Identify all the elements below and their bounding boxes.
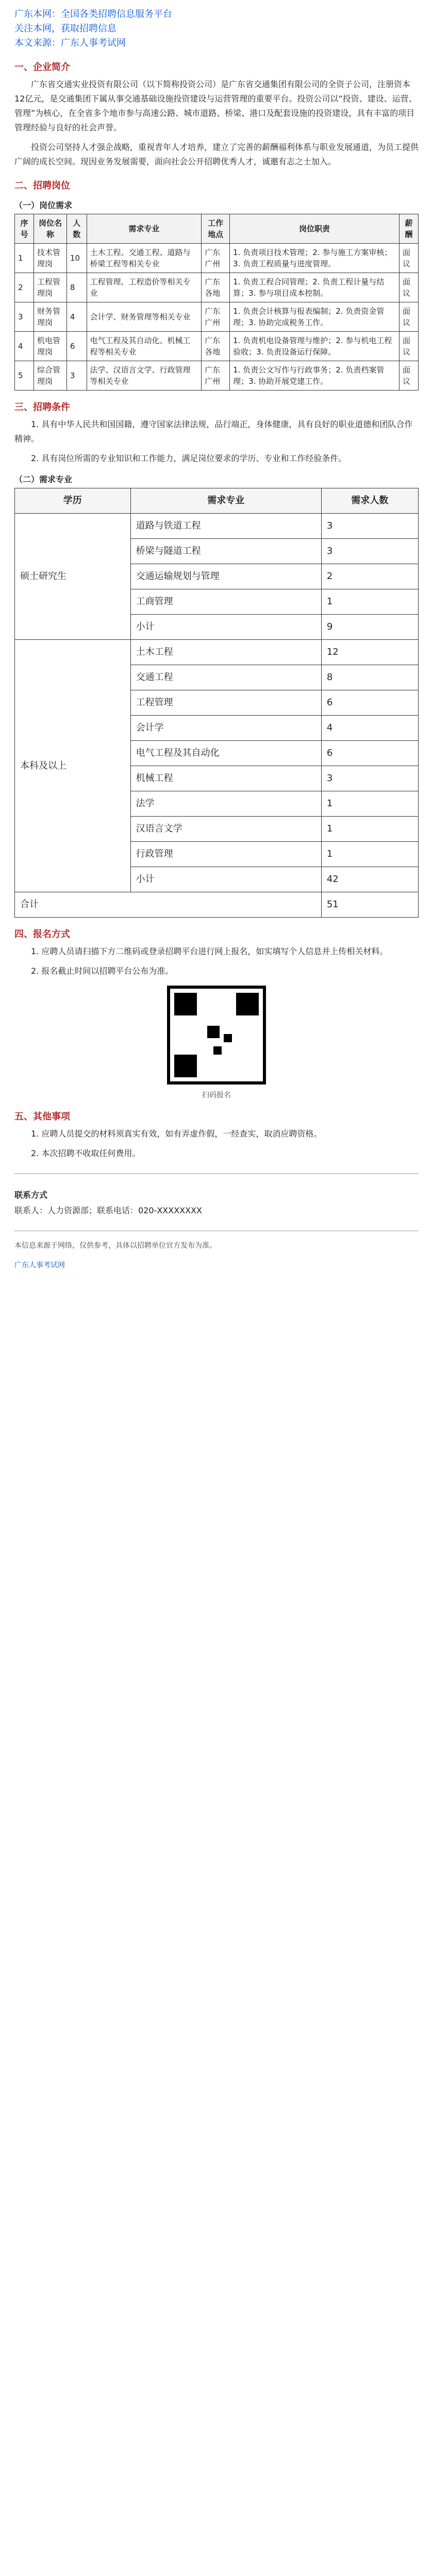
jobs-header-duties: 岗位职责 <box>230 214 399 244</box>
job-place: 广东各地 <box>202 332 230 361</box>
job-major: 法学、汉语言文学、行政管理等相关专业 <box>87 361 202 391</box>
req-major: 土木工程 <box>130 640 321 665</box>
jobs-table-caption: （一）岗位需求 <box>14 200 73 210</box>
apply-paragraph-1: 1. 应聘人员请扫描下方二维码或登录招聘平台进行网上报名，如实填写个人信息并上传相关材料。 <box>31 946 388 956</box>
req-total: 51 <box>321 892 418 918</box>
req-count: 6 <box>321 690 418 716</box>
req-count: 1 <box>321 791 418 817</box>
requirements-paragraph-2: 2. 具有岗位所需的专业知识和工作能力，满足岗位要求的学历、专业和工作经验条件。 <box>31 453 347 463</box>
section-title-3: 三、招聘条件 <box>14 402 70 413</box>
req-major: 会计学 <box>130 716 321 741</box>
header-block <box>14 7 419 50</box>
req-header-major: 需求专业 <box>130 488 321 514</box>
job-salary: 面议 <box>399 361 418 391</box>
section-title-5: 五、其他事项 <box>14 1111 70 1122</box>
section-title-1: 一、企业简介 <box>14 62 70 73</box>
req-major: 法学 <box>130 791 321 817</box>
req-table-header-row <box>15 488 419 514</box>
req-subtotal-label: 小计 <box>130 867 321 892</box>
req-count: 3 <box>321 539 418 564</box>
req-count: 6 <box>321 741 418 766</box>
job-salary: 面议 <box>399 244 418 273</box>
job-count: 3 <box>66 361 87 391</box>
job-place: 广东各地 <box>202 273 230 302</box>
job-duties: 1. 负责公文写作与行政事务；2. 负责档案管理；3. 协助开展党建工作。 <box>230 361 399 391</box>
req-subtotal-label: 小计 <box>130 615 321 640</box>
notice-paragraph-2: 2. 本次招聘不收取任何费用。 <box>31 1148 141 1158</box>
job-major: 土木工程、交通工程、道路与桥梁工程等相关专业 <box>87 244 202 273</box>
footer-note: 本信息来源于网络，仅供参考，具体以招聘单位官方发布为准。 <box>14 1242 216 1250</box>
jobs-header-place: 工作地点 <box>202 214 230 244</box>
table-row <box>15 514 419 539</box>
job-no: 1 <box>15 244 34 273</box>
job-duties: 1. 负责会计核算与报表编制；2. 负责资金管理；3. 协助完成税务工作。 <box>230 302 399 332</box>
contact-title: 联系方式 <box>14 1190 48 1200</box>
req-total-label: 合计 <box>15 892 322 918</box>
job-duties: 1. 负责机电设备管理与维护；2. 参与机电工程验收；3. 负责设备运行保障。 <box>230 332 399 361</box>
job-name: 综合管理岗 <box>34 361 66 391</box>
req-count: 3 <box>321 514 418 539</box>
job-name: 技术管理岗 <box>34 244 66 273</box>
req-major: 工商管理 <box>130 589 321 615</box>
job-duties: 1. 负责项目技术管理；2. 参与施工方案审核；3. 负责工程质量与进度管理。 <box>230 244 399 273</box>
intro-paragraph-1: 广东省交通实业投资有限公司（以下简称投资公司）是广东省交通集团有限公司的全资子公司，注册资本12亿元，是交通集团下属从事交通基础设施投资建设与运营管理的重要平台。投资公司以“投资、建设、运营、管理”为核心，在全省多个地市参与高速公路、城市道路、桥梁、港口及配套设施的投资建设，具有丰富的项目管理经验与良好的社会声誉。 <box>14 79 417 132</box>
table-row <box>15 244 419 273</box>
qr-caption: 扫码报名 <box>202 1091 231 1099</box>
table-row <box>15 361 419 391</box>
job-count: 6 <box>66 332 87 361</box>
jobs-header-name: 岗位名称 <box>34 214 66 244</box>
job-place: 广东广州 <box>202 361 230 391</box>
req-count: 12 <box>321 640 418 665</box>
jobs-header-salary: 薪酬 <box>399 214 418 244</box>
jobs-table-header-row <box>15 214 419 244</box>
req-major: 道路与铁道工程 <box>130 514 321 539</box>
table-row <box>15 302 419 332</box>
req-subtotal: 9 <box>321 615 418 640</box>
footer <box>14 1230 419 1273</box>
job-name: 财务管理岗 <box>34 302 66 332</box>
notice-paragraph-1: 1. 应聘人员提交的材料须真实有效，如有弄虚作假，一经查实，取消应聘资格。 <box>31 1129 322 1139</box>
job-major: 电气工程及其自动化、机械工程等相关专业 <box>87 332 202 361</box>
req-major: 电气工程及其自动化 <box>130 741 321 766</box>
job-no: 2 <box>15 273 34 302</box>
req-major: 交通工程 <box>130 665 321 690</box>
job-name: 机电管理岗 <box>34 332 66 361</box>
job-no: 4 <box>15 332 34 361</box>
jobs-header-no: 序号 <box>15 214 34 244</box>
jobs-table <box>14 214 419 391</box>
job-count: 10 <box>66 244 87 273</box>
header-line-3: 本文来源：广东人事考试网 <box>14 38 126 48</box>
qr-code-icon[interactable] <box>167 986 266 1084</box>
footer-site-link[interactable]: 广东人事考试网 <box>14 1261 65 1269</box>
jobs-header-major: 需求专业 <box>87 214 202 244</box>
req-subtotal: 42 <box>321 867 418 892</box>
contact-block <box>14 1173 419 1218</box>
table-row <box>15 640 419 665</box>
page <box>0 0 433 1273</box>
apply-paragraph-2: 2. 报名截止时间以招聘平台公布为准。 <box>31 966 174 976</box>
req-degree: 硕士研究生 <box>15 514 131 640</box>
req-header-count: 需求人数 <box>321 488 418 514</box>
requirements-paragraph-1: 1. 具有中华人民共和国国籍，遵守国家法律法规，品行端正，身体健康，具有良好的职业道德和团队合作精神。 <box>14 419 413 444</box>
table-row <box>15 892 419 918</box>
req-major: 桥梁与隧道工程 <box>130 539 321 564</box>
contact-text: 联系人：人力资源部；联系电话：020-XXXXXXXX <box>14 1206 203 1215</box>
req-degree: 本科及以上 <box>15 640 131 892</box>
job-no: 5 <box>15 361 34 391</box>
job-name: 工程管理岗 <box>34 273 66 302</box>
intro-paragraph-2: 投资公司坚持人才强企战略，重视青年人才培养，建立了完善的薪酬福利体系与职业发展通道，为员工提供广阔的成长空间。现因业务发展需要，面向社会公开招聘优秀人才，诚邀有志之士加入。 <box>14 142 419 166</box>
req-table-caption: （二）需求专业 <box>14 474 73 484</box>
section-title-4: 四、报名方式 <box>14 929 70 940</box>
req-major: 汉语言文学 <box>130 817 321 842</box>
job-salary: 面议 <box>399 302 418 332</box>
req-count: 1 <box>321 817 418 842</box>
req-major: 交通运输规划与管理 <box>130 564 321 589</box>
req-count: 1 <box>321 589 418 615</box>
header-line-2: 关注本网，获取招聘信息 <box>14 23 116 34</box>
header-line-1: 广东本网：全国各类招聘信息服务平台 <box>14 9 172 20</box>
table-row <box>15 273 419 302</box>
jobs-header-count: 人数 <box>66 214 87 244</box>
req-table <box>14 488 419 918</box>
job-duties: 1. 负责工程合同管理；2. 负责工程计量与结算；3. 参与项目成本控制。 <box>230 273 399 302</box>
qr-block <box>14 986 419 1100</box>
job-salary: 面议 <box>399 332 418 361</box>
job-major: 会计学、财务管理等相关专业 <box>87 302 202 332</box>
table-row <box>15 332 419 361</box>
req-major: 行政管理 <box>130 842 321 867</box>
job-place: 广东广州 <box>202 244 230 273</box>
req-count: 8 <box>321 665 418 690</box>
req-header-degree: 学历 <box>15 488 131 514</box>
job-count: 8 <box>66 273 87 302</box>
req-count: 4 <box>321 716 418 741</box>
job-count: 4 <box>66 302 87 332</box>
section-title-2: 二、招聘岗位 <box>14 180 70 191</box>
job-no: 3 <box>15 302 34 332</box>
job-major: 工程管理、工程造价等相关专业 <box>87 273 202 302</box>
req-count: 2 <box>321 564 418 589</box>
req-count: 1 <box>321 842 418 867</box>
job-salary: 面议 <box>399 273 418 302</box>
req-major: 工程管理 <box>130 690 321 716</box>
req-major: 机械工程 <box>130 766 321 791</box>
job-place: 广东广州 <box>202 302 230 332</box>
req-count: 3 <box>321 766 418 791</box>
